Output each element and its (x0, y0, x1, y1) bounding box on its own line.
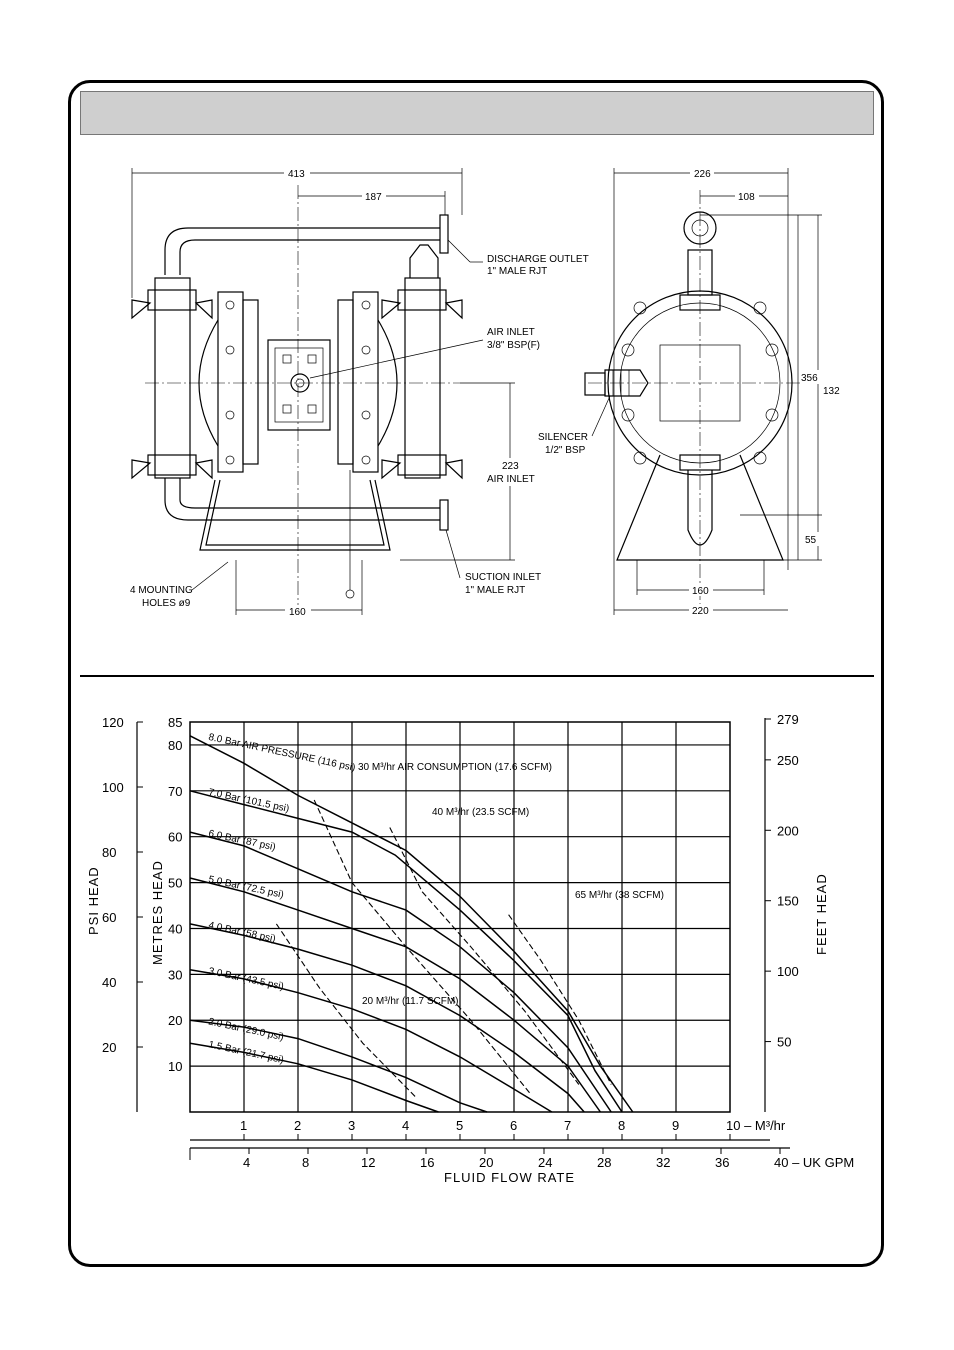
chart-air-curves (276, 800, 611, 1098)
feet-axis-title: FEET HEAD (814, 873, 829, 955)
x-tick-label-m3hr: 10 – M³/hr (726, 1118, 786, 1133)
pressure-curve-label: 2.0 Bar (29.0 psi) (207, 1016, 285, 1044)
pressure-curve-label: 3.0 Bar (43.5 psi) (207, 965, 285, 993)
performance-chart (86, 712, 854, 1185)
feet-tick-label: 250 (777, 752, 799, 768)
pressure-curve (190, 832, 611, 1112)
callout-air-inlet-1: AIR INLET (487, 327, 535, 338)
metres-tick-label: 85 (168, 715, 183, 730)
x-tick-label-m3hr: 4 (402, 1118, 410, 1133)
feet-tick-label: 279 (777, 712, 799, 727)
x-tick-label-m3hr: 5 (456, 1118, 464, 1133)
x-tick-label-ukgpm: 20 (479, 1155, 494, 1170)
feet-tick-label: 200 (777, 823, 799, 839)
front-dim-air-height: 223 (502, 461, 519, 472)
x-axis-title: FLUID FLOW RATE (444, 1170, 576, 1185)
pressure-curve (190, 924, 584, 1112)
front-view (130, 166, 589, 618)
psi-tick-label: 60 (102, 910, 117, 925)
side-dim-bottom: 55 (805, 535, 817, 546)
psi-axis-title: PSI HEAD (86, 866, 101, 935)
psi-tick-label: 100 (102, 780, 124, 795)
callout-mounting-1: 4 MOUNTING (130, 585, 193, 596)
callout-suction-1: SUCTION INLET (465, 572, 542, 583)
metres-tick-label: 20 (168, 1013, 183, 1029)
front-dim-width: 413 (288, 169, 305, 180)
feet-tick-label: 50 (777, 1034, 792, 1050)
side-view (538, 166, 840, 617)
callout-mounting-2: HOLES ø9 (142, 598, 191, 609)
metres-tick-label: 30 (168, 967, 183, 983)
air-consumption-label: 30 M³/hr AIR CONSUMPTION (17.6 SCFM) (358, 762, 552, 773)
air-consumption-label: 20 M³/hr (11.7 SCFM) (362, 996, 459, 1007)
x-tick-label-ukgpm: 24 (538, 1155, 553, 1170)
air-consumption-curve (314, 800, 530, 1094)
side-dim-width: 226 (694, 169, 711, 180)
side-dim-base-inner: 160 (692, 586, 709, 597)
x-tick-label-m3hr: 1 (240, 1118, 248, 1133)
x-tick-label-ukgpm: 16 (420, 1155, 435, 1170)
psi-tick-label: 80 (102, 845, 117, 860)
x-tick-label-ukgpm: 36 (715, 1155, 730, 1170)
x-tick-label-m3hr: 6 (510, 1118, 518, 1133)
front-dim-air-label: AIR INLET (487, 474, 535, 485)
callout-discharge-1: DISCHARGE OUTLET (487, 254, 589, 265)
pressure-curve-label: 6.0 Bar (87 psi) (207, 828, 277, 854)
psi-tick-label: 120 (102, 715, 124, 730)
side-dim-offset: 108 (738, 192, 755, 203)
side-dim-height: 356 (801, 373, 818, 384)
x-tick-label-ukgpm: 28 (597, 1155, 612, 1170)
callout-air-inlet-2: 3/8" BSP(F) (487, 340, 541, 351)
side-dim-height2: 132 (823, 386, 840, 397)
x-tick-label-ukgpm: 4 (243, 1155, 251, 1170)
x-tick-label-m3hr: 8 (618, 1118, 626, 1133)
air-consumption-curve (390, 828, 579, 1085)
callout-discharge-2: 1" MALE RJT (487, 266, 548, 277)
air-consumption-label: 65 M³/hr (38 SCFM) (575, 890, 664, 901)
metres-tick-label: 40 (168, 921, 183, 937)
front-dim-base: 160 (289, 607, 306, 618)
metres-tick-label: 10 (168, 1059, 183, 1075)
x-tick-label-ukgpm: 40 – UK GPM (774, 1155, 855, 1170)
pressure-curve-label: 8.0 Bar AIR PRESSURE (116 psi) (207, 731, 357, 774)
pressure-curve-label: 7.0 Bar (101.5 psi) (207, 786, 291, 815)
chart-axes (102, 712, 854, 1170)
x-tick-label-m3hr: 2 (294, 1118, 302, 1133)
x-tick-label-ukgpm: 32 (656, 1155, 671, 1170)
x-tick-label-m3hr: 9 (672, 1118, 680, 1133)
feet-tick-label: 100 (777, 964, 799, 980)
psi-tick-label: 40 (102, 975, 117, 990)
x-tick-label-ukgpm: 12 (361, 1155, 376, 1170)
front-dim-offset: 187 (365, 192, 382, 203)
air-consumption-label: 40 M³/hr (23.5 SCFM) (432, 807, 530, 818)
pressure-curve-label: 5.0 Bar (72.5 psi) (207, 874, 285, 901)
metres-tick-label: 50 (168, 875, 183, 891)
metres-tick-label: 60 (168, 829, 183, 845)
x-tick-label-m3hr: 3 (348, 1118, 356, 1133)
callout-silencer-1: SILENCER (538, 432, 589, 443)
feet-tick-label: 150 (777, 893, 799, 909)
pressure-curve-label: 4.0 Bar (58 psi) (207, 920, 277, 946)
side-dim-base-outer: 220 (692, 606, 709, 617)
x-tick-label-ukgpm: 8 (302, 1155, 310, 1170)
callout-suction-2: 1" MALE RJT (465, 585, 526, 596)
psi-tick-label: 20 (102, 1040, 117, 1055)
metres-tick-label: 70 (168, 783, 183, 799)
pressure-curve-label: 1.5 Bar (21.7 psi) (207, 1039, 285, 1067)
metres-tick-label: 80 (168, 737, 183, 753)
callout-silencer-2: 1/2" BSP (545, 445, 586, 456)
metres-axis-title: METRES HEAD (150, 860, 165, 965)
x-tick-label-m3hr: 7 (564, 1118, 572, 1133)
